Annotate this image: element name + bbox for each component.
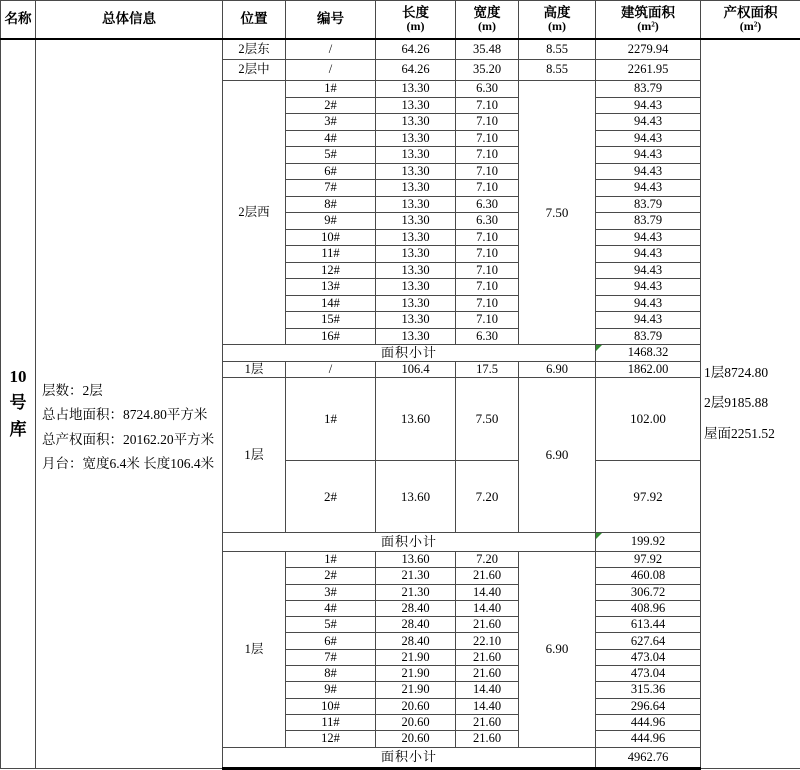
cell-height: 8.55 [519,60,596,81]
cell-width: 7.10 [456,229,519,246]
cell-width: 7.10 [456,130,519,147]
cell-length: 13.60 [376,461,456,533]
cell-height: 6.90 [519,362,596,378]
property-area-line: 屋面2251.52 [704,425,775,441]
cell-number: 8# [286,196,376,213]
cell-number: 11# [286,714,376,730]
cell-position: 2层中 [223,60,286,81]
cell-length: 13.30 [376,295,456,312]
cell-built-area: 627.64 [596,633,701,649]
cell-number: 1# [286,378,376,461]
cell-built-area: 306.72 [596,584,701,600]
cell-number: 1# [286,552,376,568]
cell-length: 21.90 [376,682,456,698]
cell-number: 2# [286,97,376,114]
info-line: 月台：宽度6.4米 长度106.4米 [42,455,215,471]
cell-built-area: 83.79 [596,328,701,345]
cell-position: 1层 [223,362,286,378]
subtotal-label: 面积小计 [223,533,596,552]
cell-width: 21.60 [456,666,519,682]
overall-info-cell [36,39,223,769]
cell-built-area: 473.04 [596,666,701,682]
cell-height-merged: 6.90 [519,552,596,748]
cell-width: 7.10 [456,180,519,197]
cell-number: 10# [286,229,376,246]
property-area-cell [701,39,800,769]
cell-built-area: 94.43 [596,130,701,147]
cell-built-area: 94.43 [596,97,701,114]
cell-width: 7.10 [456,163,519,180]
cell-number: 16# [286,328,376,345]
cell-built-area: 102.00 [596,378,701,461]
cell-length: 21.30 [376,584,456,600]
cell-length: 13.30 [376,163,456,180]
subtotal-value: 4962.76 [596,747,701,768]
cell-number: 7# [286,180,376,197]
col-header-number: 编号 [286,1,376,39]
cell-number: 8# [286,666,376,682]
cell-built-area: 460.08 [596,568,701,584]
cell-number: 5# [286,147,376,164]
cell-number: 7# [286,649,376,665]
subtotal-value: 1468.32 [596,345,701,362]
subtotal-label: 面积小计 [223,747,596,768]
cell-width: 21.60 [456,731,519,747]
cell-width: 21.60 [456,714,519,730]
cell-width: 7.10 [456,97,519,114]
cell-length: 21.90 [376,666,456,682]
warehouse-name-line: 10 [9,367,27,387]
cell-width: 6.30 [456,196,519,213]
col-header-width: 宽度 (m) [456,1,519,39]
col-header-name: 名称 [1,1,36,39]
cell-length: 20.60 [376,698,456,714]
cell-built-area: 473.04 [596,649,701,665]
col-header-height: 高度 (m) [519,1,596,39]
cell-built-area: 83.79 [596,81,701,98]
cell-number: 6# [286,633,376,649]
cell-built-area: 94.43 [596,262,701,279]
cell-length: 20.60 [376,714,456,730]
cell-built-area: 2261.95 [596,60,701,81]
cell-width: 7.10 [456,262,519,279]
cell-width: 7.10 [456,114,519,131]
cell-built-area: 444.96 [596,731,701,747]
cell-length: 13.60 [376,552,456,568]
cell-width: 6.30 [456,213,519,230]
cell-built-area: 83.79 [596,213,701,230]
cell-length: 28.40 [376,600,456,616]
cell-length: 64.26 [376,39,456,60]
cell-number: 13# [286,279,376,296]
cell-length: 13.30 [376,180,456,197]
cell-length: 13.30 [376,114,456,131]
cell-length: 28.40 [376,617,456,633]
cell-number: 5# [286,617,376,633]
info-line: 总占地面积：8724.80平方米 [42,407,208,423]
subtotal-label: 面积小计 [223,345,596,362]
cell-number: 12# [286,262,376,279]
warehouse-name-line: 库 [9,419,27,439]
cell-length: 13.30 [376,246,456,263]
cell-number: 3# [286,584,376,600]
cell-length: 13.30 [376,81,456,98]
cell-built-area: 2279.94 [596,39,701,60]
cell-length: 21.90 [376,649,456,665]
cell-width: 21.60 [456,649,519,665]
cell-built-area: 94.43 [596,312,701,329]
excel-error-indicator [596,345,602,351]
cell-number: 3# [286,114,376,131]
cell-built-area: 97.92 [596,461,701,533]
cell-position: 2层东 [223,39,286,60]
cell-width: 14.40 [456,584,519,600]
cell-width: 7.10 [456,246,519,263]
info-line: 总产权面积：20162.20平方米 [42,431,215,447]
cell-length: 64.26 [376,60,456,81]
cell-built-area: 94.43 [596,295,701,312]
cell-height-merged: 6.90 [519,378,596,533]
cell-number: / [286,39,376,60]
warehouse-name-line: 号 [9,393,27,413]
cell-built-area: 94.43 [596,180,701,197]
cell-length: 21.30 [376,568,456,584]
cell-length: 13.30 [376,97,456,114]
cell-width: 14.40 [456,698,519,714]
cell-number: 1# [286,81,376,98]
cell-width: 14.40 [456,600,519,616]
cell-length: 13.30 [376,312,456,329]
cell-width: 14.40 [456,682,519,698]
cell-width: 7.50 [456,378,519,461]
cell-length: 13.30 [376,147,456,164]
cell-width: 21.60 [456,568,519,584]
cell-length: 13.30 [376,328,456,345]
cell-number: / [286,362,376,378]
cell-number: 12# [286,731,376,747]
cell-built-area: 1862.00 [596,362,701,378]
cell-built-area: 94.43 [596,114,701,131]
cell-position-merged: 2层西 [223,81,286,345]
cell-built-area: 444.96 [596,714,701,730]
col-header-position: 位置 [223,1,286,39]
cell-number: 4# [286,600,376,616]
cell-width: 7.10 [456,295,519,312]
cell-length: 28.40 [376,633,456,649]
warehouse-name-cell [1,39,36,769]
cell-number: 14# [286,295,376,312]
cell-number: 15# [286,312,376,329]
cell-built-area: 97.92 [596,552,701,568]
cell-number: 6# [286,163,376,180]
cell-height: 8.55 [519,39,596,60]
cell-number: 11# [286,246,376,263]
cell-number: 4# [286,130,376,147]
cell-built-area: 613.44 [596,617,701,633]
cell-number: / [286,60,376,81]
cell-width: 17.5 [456,362,519,378]
cell-position-merged: 1层 [223,552,286,748]
cell-built-area: 94.43 [596,229,701,246]
cell-width: 35.20 [456,60,519,81]
cell-length: 13.30 [376,279,456,296]
cell-length: 13.30 [376,130,456,147]
cell-width: 7.10 [456,312,519,329]
col-header-length: 长度 (m) [376,1,456,39]
cell-width: 7.10 [456,279,519,296]
cell-built-area: 94.43 [596,147,701,164]
cell-width: 7.20 [456,461,519,533]
cell-position-merged: 1层 [223,378,286,533]
property-area-line: 1层8724.80 [704,365,769,381]
cell-length: 13.30 [376,196,456,213]
cell-built-area: 296.64 [596,698,701,714]
info-line: 层数：2层 [42,382,103,398]
cell-width: 21.60 [456,617,519,633]
cell-width: 22.10 [456,633,519,649]
cell-built-area: 94.43 [596,246,701,263]
table-row [1,39,800,60]
cell-built-area: 94.43 [596,163,701,180]
cell-height-merged: 7.50 [519,81,596,345]
cell-length: 106.4 [376,362,456,378]
cell-length: 13.30 [376,213,456,230]
col-header-overall-info: 总体信息 [36,1,223,39]
subtotal-value: 199.92 [596,533,701,552]
col-header-property-area: 产权面积 (m²) [701,1,800,39]
property-area-line: 2层9185.88 [704,395,769,411]
cell-width: 35.48 [456,39,519,60]
header-row [1,1,800,39]
cell-length: 13.60 [376,378,456,461]
cell-number: 2# [286,461,376,533]
cell-length: 13.30 [376,262,456,279]
cell-width: 6.30 [456,81,519,98]
cell-width: 7.20 [456,552,519,568]
cell-built-area: 94.43 [596,279,701,296]
cell-length: 20.60 [376,731,456,747]
cell-number: 2# [286,568,376,584]
cell-number: 10# [286,698,376,714]
cell-built-area: 83.79 [596,196,701,213]
cell-number: 9# [286,682,376,698]
cell-built-area: 315.36 [596,682,701,698]
cell-length: 13.30 [376,229,456,246]
cell-number: 9# [286,213,376,230]
excel-error-indicator [596,533,602,539]
cell-width: 6.30 [456,328,519,345]
cell-built-area: 408.96 [596,600,701,616]
cell-width: 7.10 [456,147,519,164]
col-header-built-area: 建筑面积 (m²) [596,1,701,39]
